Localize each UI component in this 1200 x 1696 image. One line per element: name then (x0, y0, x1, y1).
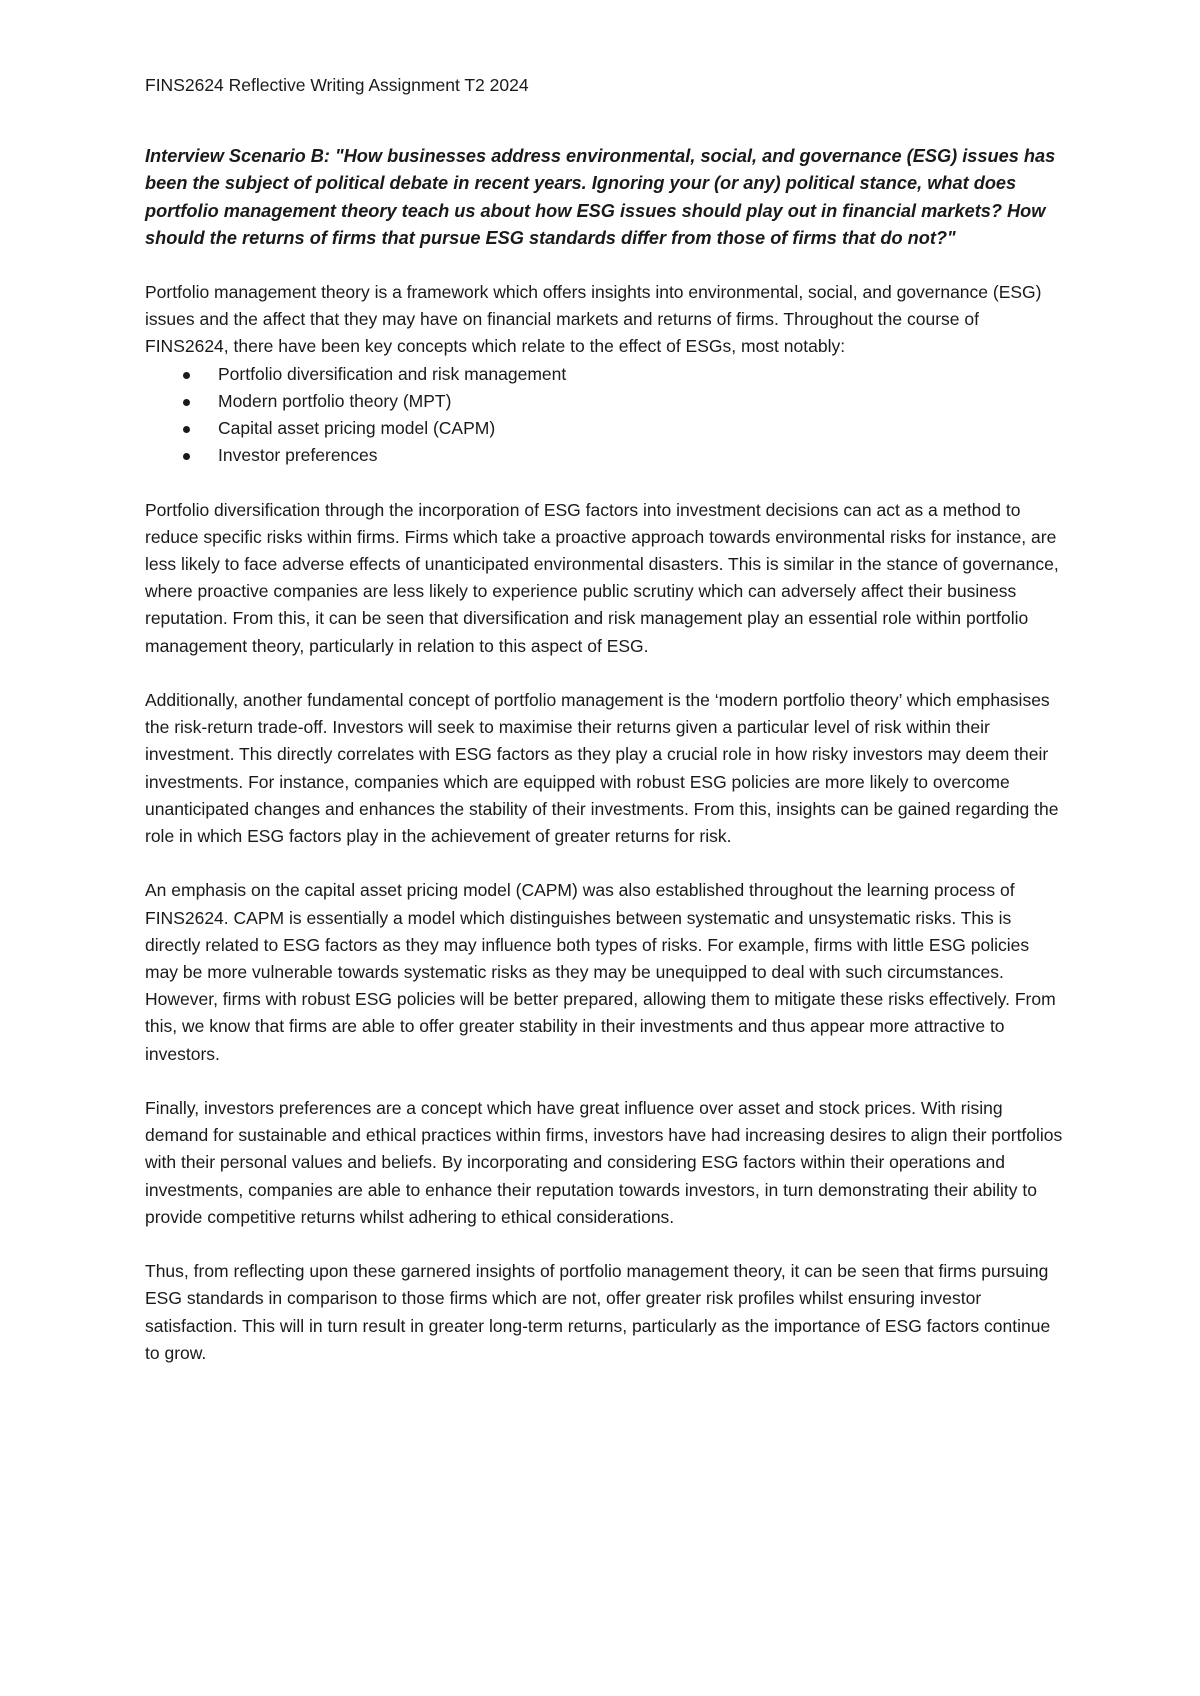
diversification-paragraph: Portfolio diversification through the incorporation of ESG factors into investment decisions can act as a method to reduce specific risks within firms. Firms which take a proactive approach towards environmental risks for instance, are less likely to face adverse effects of unanticipated environmental disasters. This is similar in the stance of governance, where proactive companies are less likely to experience public scrutiny which can adversely affect their business reputation. From this, it can be seen that diversification and risk management play an essential role within portfolio management theory, particularly in relation to this aspect of ESG. (145, 499, 1059, 656)
intro-paragraph: Portfolio management theory is a framework which offers insights into environmental, social, and governance (ESG) issues and the affect that they may have on financial markets and returns of firms. Throughout the course of FINS2624, there have been key concepts which relate to the effect of ESGs, most notably: (145, 282, 1042, 357)
list-item (145, 415, 1065, 442)
list-item-text: Portfolio diversification and risk management (218, 363, 567, 384)
bullet-icon (183, 426, 190, 433)
bullet-icon (183, 372, 190, 379)
document-page (145, 72, 1065, 1394)
list-item (145, 442, 1065, 469)
bullet-icon (183, 453, 190, 460)
list-item-text: Modern portfolio theory (MPT) (218, 390, 452, 411)
bullet-icon (183, 399, 190, 406)
capm-paragraph: An emphasis on the capital asset pricing model (CAPM) was also established throughout the learning process of FINS2624. CAPM is essentially a model which distinguishes between systematic and unsystematic risks. This is directly related to ESG factors as they may influence both types of risks. For example, firms with little ESG policies may be more vulnerable towards systematic risks as they may be unequipped to deal with such circumstances. However, firms with robust ESG policies will be better prepared, allowing them to mitigate these risks effectively. From this, we know that firms are able to offer greater stability in their investments and thus appear more attractive to investors. (145, 880, 1056, 1064)
interview-question: Interview Scenario B: "How businesses address environmental, social, and governance (ESG) issues has been the subject of political debate in recent years. Ignoring your (or any) political stance, what does portfolio management theory teach us about how ESG issues should play out in financial markets? How should the returns of firms that pursue ESG standards differ from those of firms that do not?" (145, 146, 1056, 248)
key-concepts-list (145, 361, 1065, 470)
conclusion-paragraph: Thus, from reflecting upon these garnered insights of portfolio management theory, it can be seen that firms pursuing ESG standards in comparison to those firms which are not, offer greater risk profiles whilst ensuring investor satisfaction. This will in turn result in greater long-term returns, particularly as the importance of ESG factors continue to grow. (145, 1261, 1051, 1363)
list-item (145, 388, 1065, 415)
mpt-paragraph: Additionally, another fundamental concept of portfolio management is the ‘modern portfolio theory’ which emphasises the risk-return trade-off. Investors will seek to maximise their returns given a particular level of risk within their investment. This directly correlates with ESG factors as they play a crucial role in how risky investors may deem their investments. For instance, companies which are equipped with robust ESG policies are more likely to overcome unanticipated changes and enhances the stability of their investments. From this, insights can be gained regarding the role in which ESG factors play in the achievement of greater returns for risk. (145, 690, 1059, 847)
investor-preferences-paragraph: Finally, investors preferences are a concept which have great influence over asset and stock prices. With rising demand for sustainable and ethical practices within firms, investors have had increasing desires to align their portfolios with their personal values and beliefs. By incorporating and considering ESG factors within their operations and investments, companies are able to enhance their reputation towards investors, in turn demonstrating their ability to provide competitive returns whilst adhering to ethical considerations. (145, 1098, 1063, 1227)
document-header: FINS2624 Reflective Writing Assignment T2 2024 (145, 75, 529, 95)
list-item-text: Capital asset pricing model (CAPM) (218, 418, 496, 439)
list-item (145, 361, 1065, 388)
list-item-text: Investor preferences (218, 445, 378, 466)
